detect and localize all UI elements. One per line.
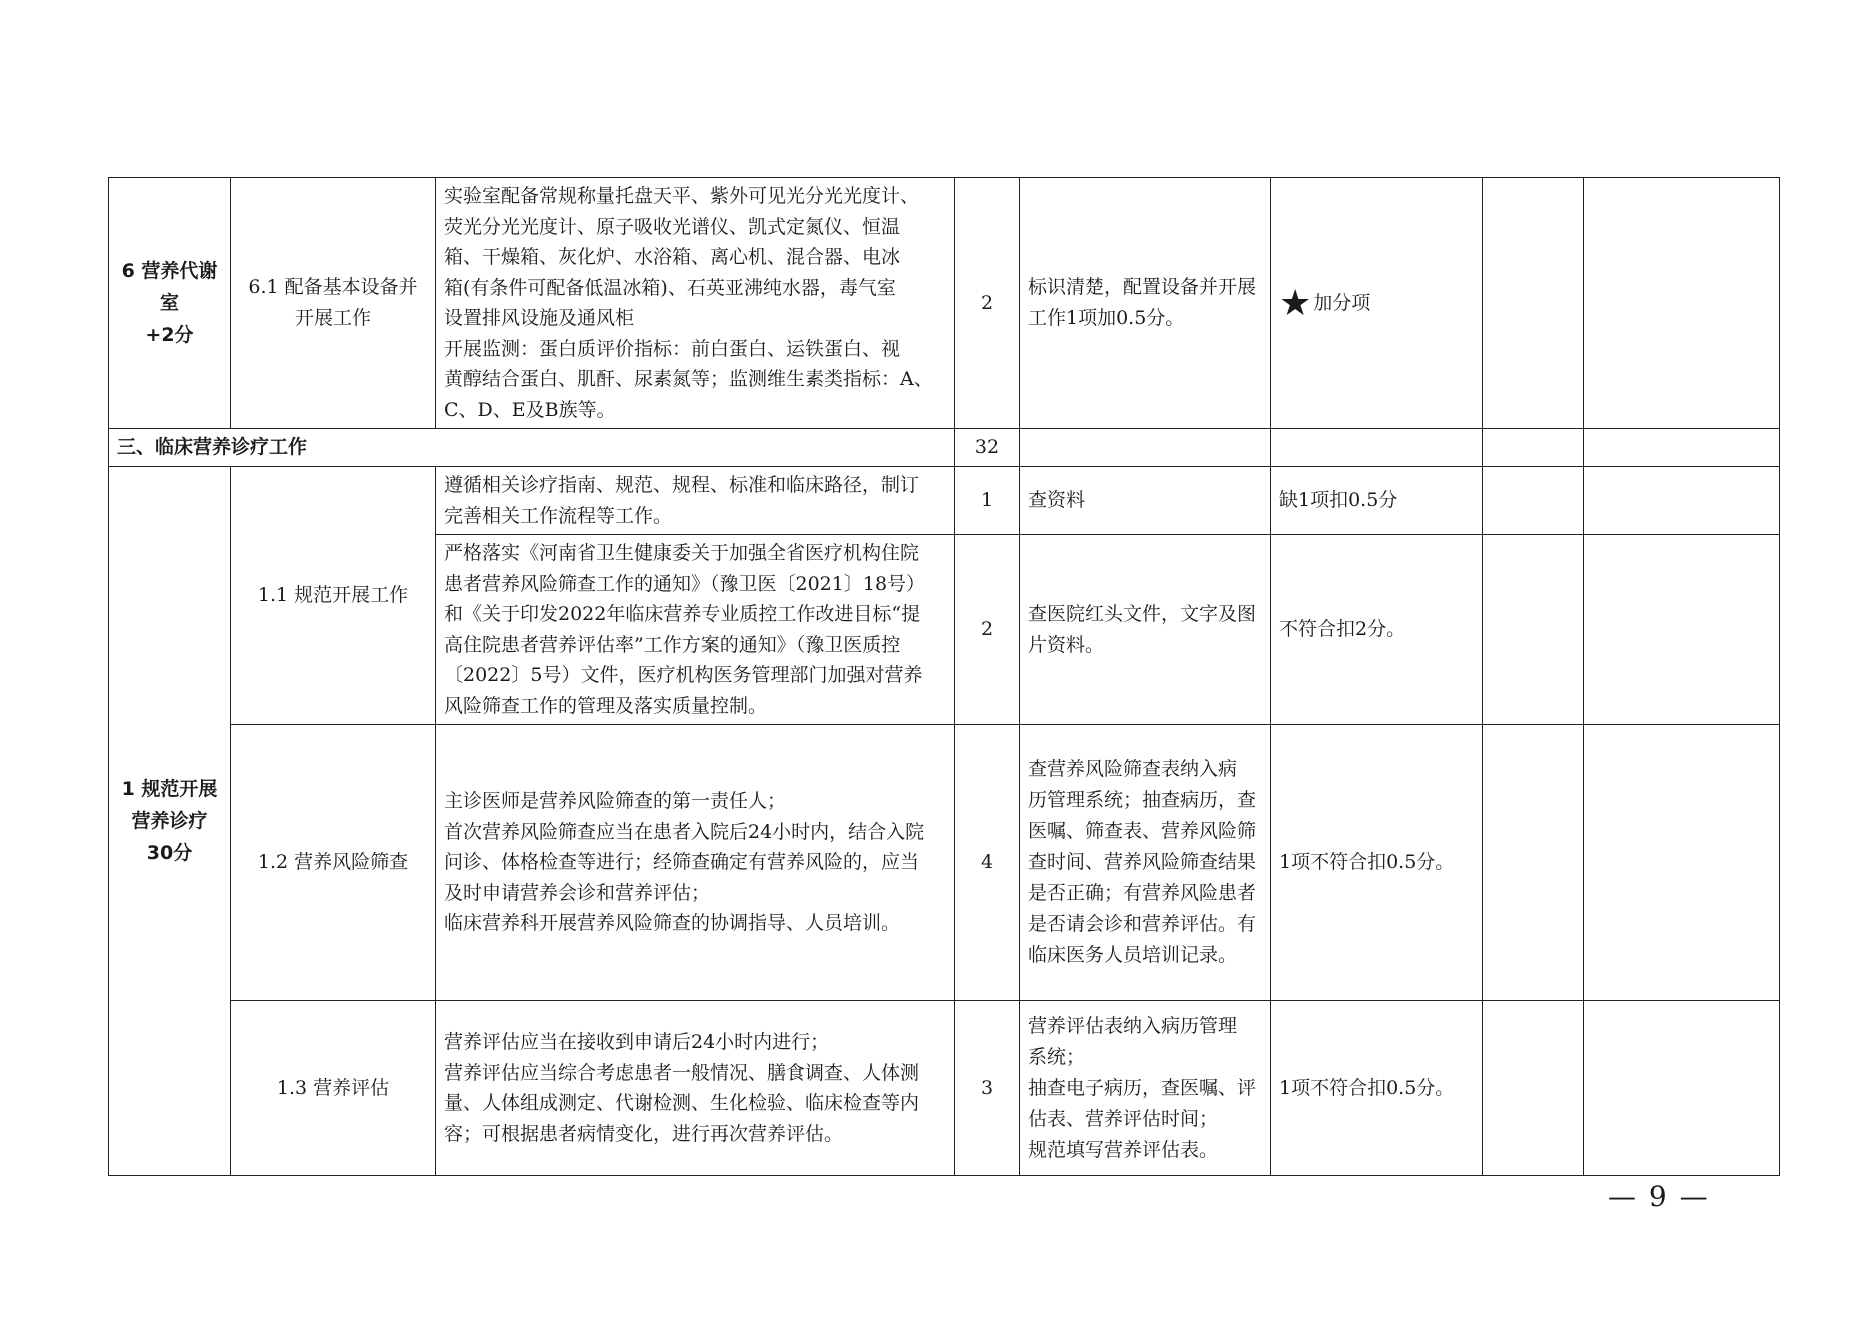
table-row (109, 725, 1780, 1001)
empty-cell (1483, 429, 1584, 467)
method-cell: 营养评估表纳入病历管理 系统； 抽查电子病历，查医嘱、评 估表、营养评估时间； 规范填写营养评估表。 (1020, 1001, 1271, 1176)
section-row (109, 429, 1780, 467)
empty-cell (1483, 467, 1584, 535)
deduct-cell: 1项不符合扣0.5分。 (1271, 1001, 1483, 1176)
method-cell: 查营养风险筛查表纳入病 历管理系统；抽查病历，查 医嘱、筛查表、营养风险筛 查时间、营养风险筛查结果 是否正确；有营养风险患者 是否请会诊和营养评估。有 临床医务人员培训记录。 (1020, 725, 1271, 1001)
score-cell: 1 (955, 467, 1020, 535)
table-row (109, 1001, 1780, 1176)
empty-cell (1483, 535, 1584, 725)
empty-cell (1483, 1001, 1584, 1176)
deduct-cell: 缺1项扣0.5分 (1271, 467, 1483, 535)
deduct-cell: 不符合扣2分。 (1271, 535, 1483, 725)
empty-cell (1271, 429, 1483, 467)
subitem-cell: 1.2 营养风险筛查 (231, 725, 436, 1001)
empty-cell (1584, 467, 1780, 535)
section-title: 三、临床营养诊疗工作 (109, 429, 955, 467)
subitem-cell: 1.1 规范开展工作 (231, 467, 436, 725)
score-cell: 32 (955, 429, 1020, 467)
content-cell: 实验室配备常规称量托盘天平、紫外可见光分光光度计、 荧光分光光度计、原子吸收光谱仪、凯式定氮仪、恒温 箱、干燥箱、灰化炉、水浴箱、离心机、混合器、电冰 箱(有条件可配备低温冰箱)、石英亚沸纯水器，毒气室 设置排风设施及通风柜 开展监测：蛋白质评价指标：前白蛋白、运铁蛋白、视 黄醇结合蛋白、肌酐、尿素氮等；监测维生素类指标：A、 C、D、E及B族等。 (436, 178, 955, 429)
evaluation-table (108, 177, 1780, 1176)
score-cell: 2 (955, 178, 1020, 429)
empty-cell (1584, 725, 1780, 1001)
deduct-cell: ★ 加分项 (1271, 178, 1483, 429)
table-row (109, 178, 1780, 429)
content-cell: 主诊医师是营养风险筛查的第一责任人； 首次营养风险筛查应当在患者入院后24小时内，结合入院 问诊、体格检查等进行；经筛查确定有营养风险的，应当 及时申请营养会诊和营养评估； 临床营养科开展营养风险筛查的协调指导、人员培训。 (436, 725, 955, 1001)
empty-cell (1584, 178, 1780, 429)
deduct-cell: 1项不符合扣0.5分。 (1271, 725, 1483, 1001)
empty-cell (1020, 429, 1271, 467)
category-cell: 6 营养代谢 室 +2分 (109, 178, 231, 429)
score-cell: 4 (955, 725, 1020, 1001)
content-cell: 遵循相关诊疗指南、规范、规程、标准和临床路径，制订 完善相关工作流程等工作。 (436, 467, 955, 535)
score-cell: 2 (955, 535, 1020, 725)
subitem-cell: 6.1 配备基本设备并 开展工作 (231, 178, 436, 429)
method-cell: 查医院红头文件，文字及图 片资料。 (1020, 535, 1271, 725)
star-icon: ★ (1279, 282, 1312, 324)
empty-cell (1483, 178, 1584, 429)
category-cell: 1 规范开展 营养诊疗 30分 (109, 467, 231, 1176)
empty-cell (1483, 725, 1584, 1001)
method-cell: 查资料 (1020, 467, 1271, 535)
content-cell: 营养评估应当在接收到申请后24小时内进行； 营养评估应当综合考虑患者一般情况、膳食调查、人体测 量、人体组成测定、代谢检测、生化检验、临床检查等内 容；可根据患者病情变化，进行再次营养评估。 (436, 1001, 955, 1176)
empty-cell (1584, 535, 1780, 725)
content-cell: 严格落实《河南省卫生健康委关于加强全省医疗机构住院 患者营养风险筛查工作的通知》（豫卫医〔2021〕18号） 和《关于印发2022年临床营养专业质控工作改进目标“提 高住院患者营养评估率”工作方案的通知》（豫卫医质控 〔2022〕5号）文件，医疗机构医务管理部门加强对营养 风险筛查工作的管理及落实质量控制。 (436, 535, 955, 725)
score-cell: 3 (955, 1001, 1020, 1176)
page-number: — 9 — (1608, 1180, 1710, 1213)
empty-cell (1584, 429, 1780, 467)
method-cell: 标识清楚，配置设备并开展 工作1项加0.5分。 (1020, 178, 1271, 429)
subitem-cell: 1.3 营养评估 (231, 1001, 436, 1176)
empty-cell (1584, 1001, 1780, 1176)
table-row (109, 467, 1780, 535)
